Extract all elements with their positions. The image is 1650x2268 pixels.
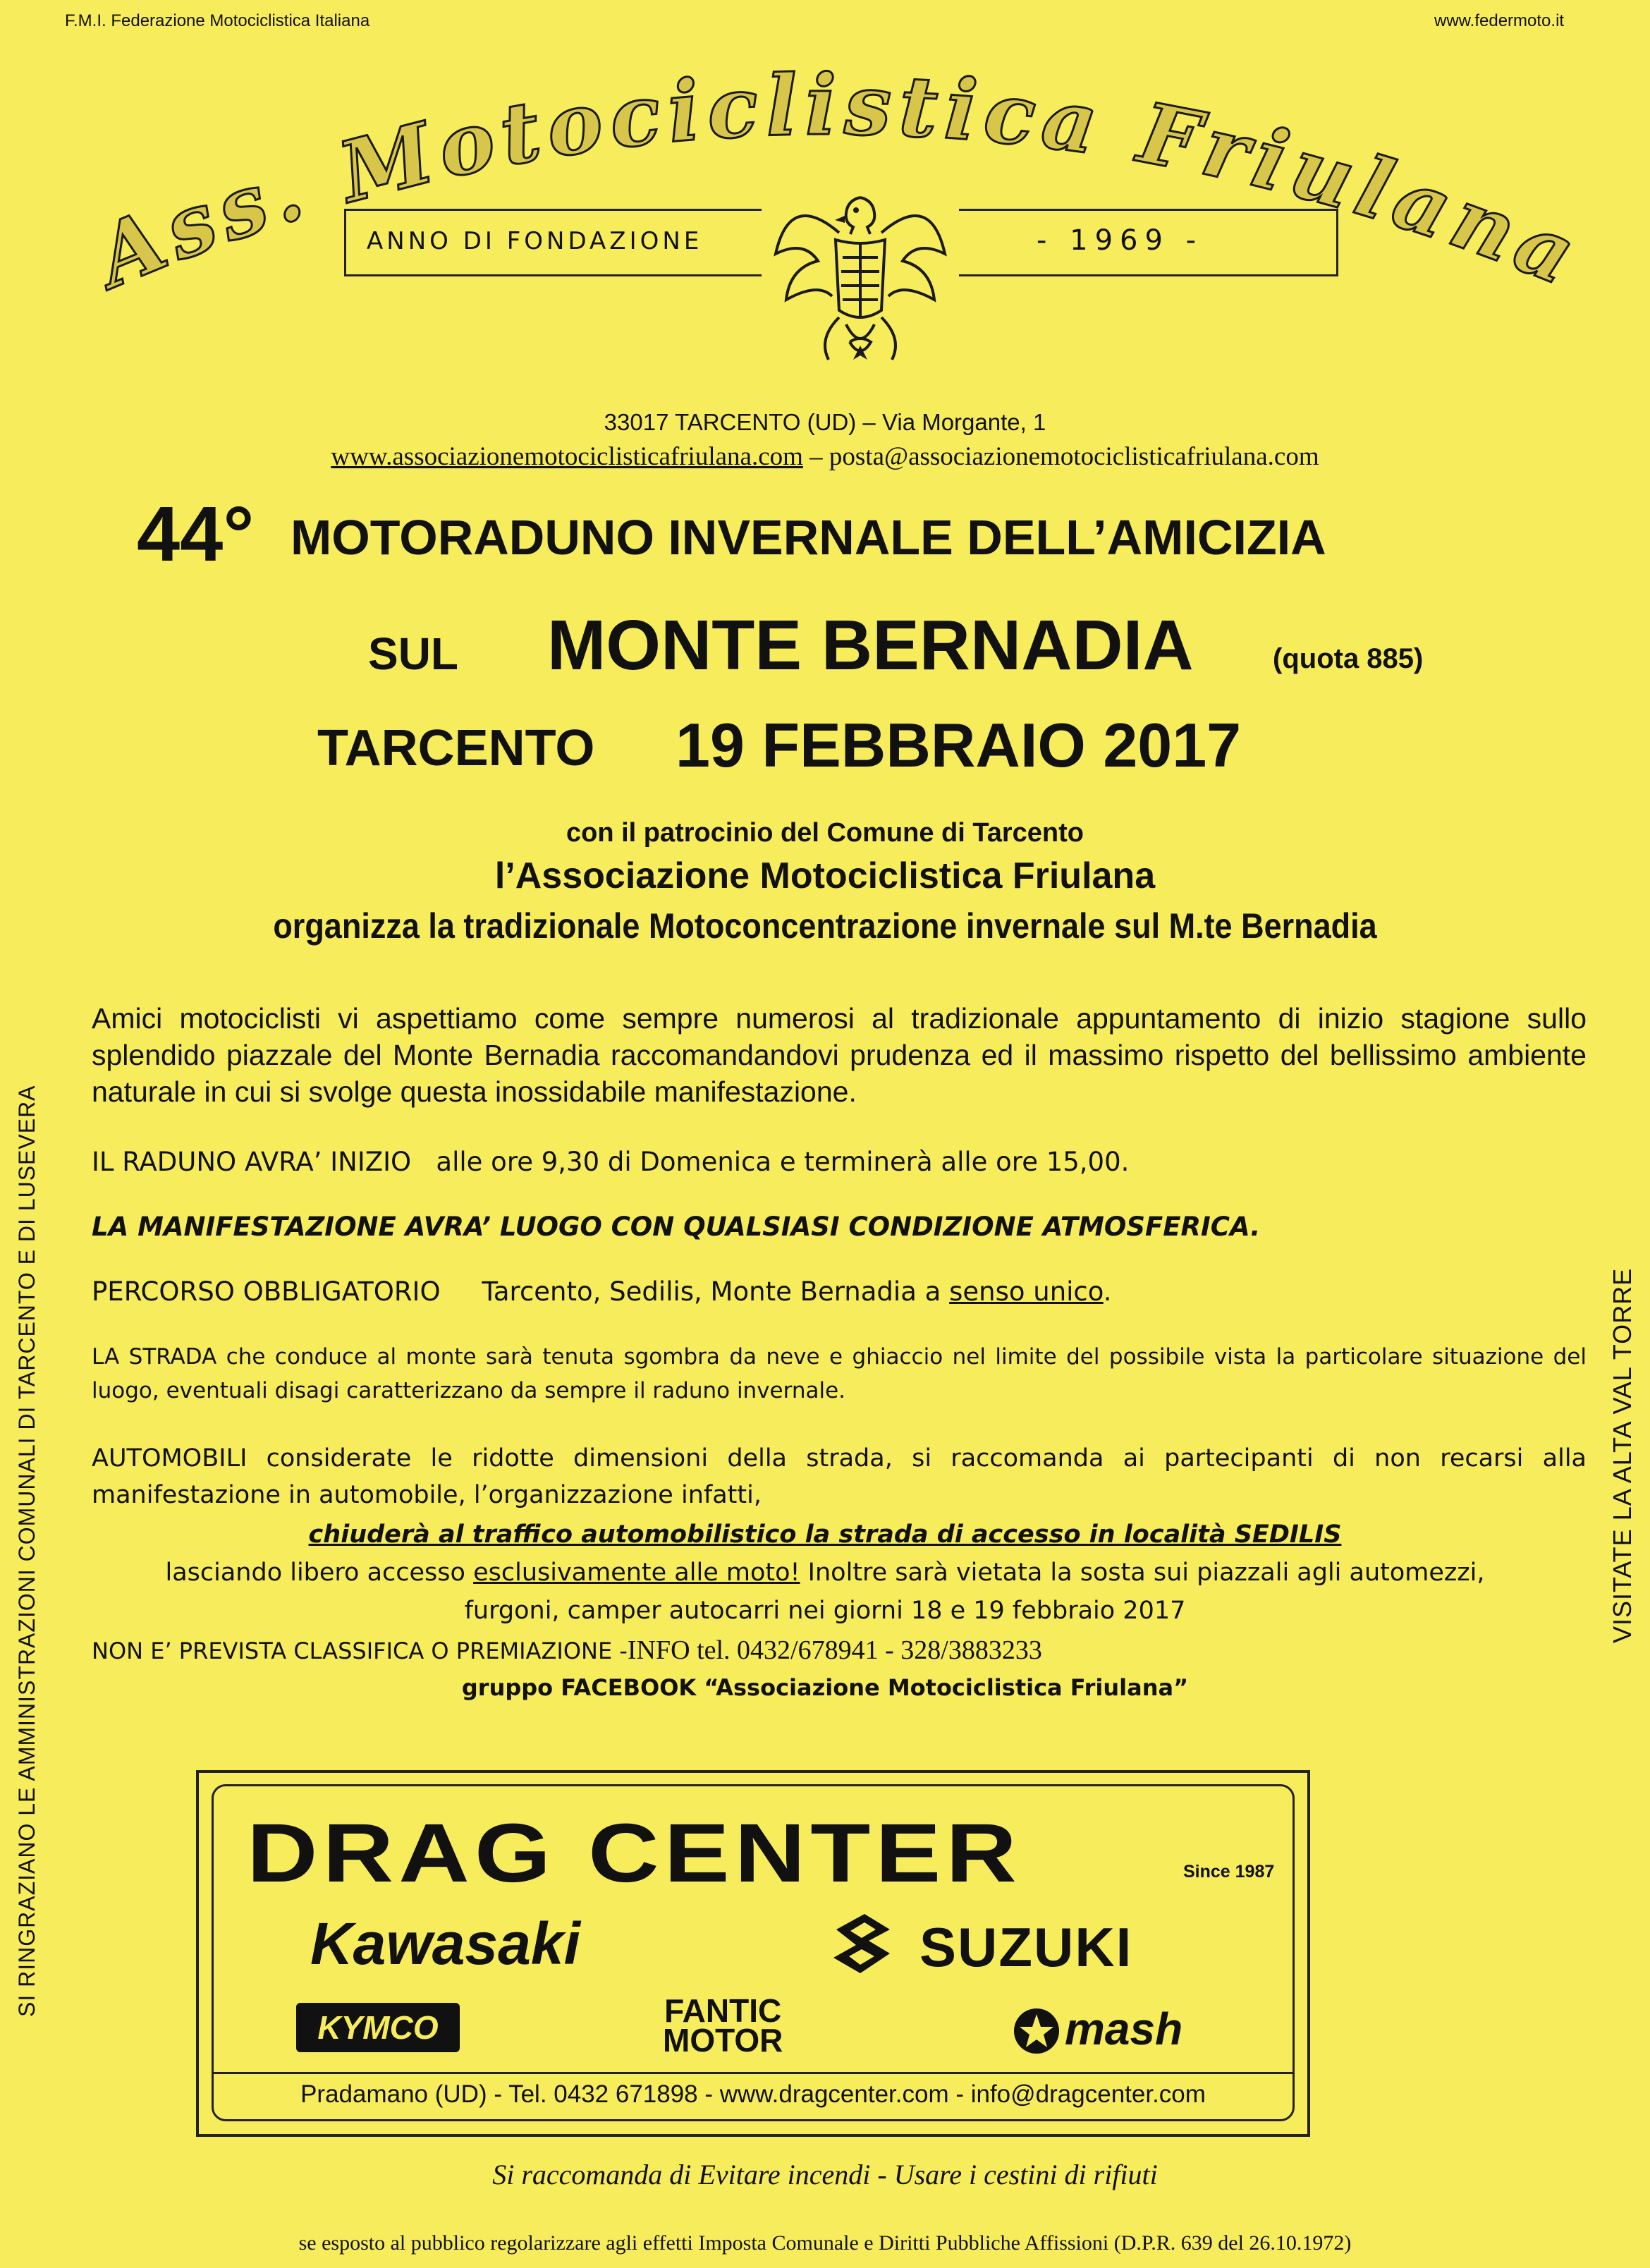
organizer-line: l’Associazione Motociclistica Friulana xyxy=(494,855,1156,896)
founded-label: ANNO DI FONDAZIONE xyxy=(367,227,703,255)
arc-title-text: Ass. Motociclistica Friulana xyxy=(82,55,1595,307)
no-prize-text: NON E’ PREVISTA CLASSIFICA O PREMIAZIONE - xyxy=(92,1638,628,1664)
access-line xyxy=(0,1559,1650,1587)
left-side-thanks: SI RINGRAZIANO LE AMMINISTRAZIONI COMUNALI DI TARCENTO E DI LUSEVERA xyxy=(14,1085,39,2017)
no-prize-line xyxy=(92,1635,1042,1666)
event-town: TARCENTO xyxy=(317,720,595,776)
start-line xyxy=(92,1144,1587,1181)
association-website-link[interactable]: www.associazionemotociclisticafriulana.com xyxy=(331,442,803,471)
kymco-badge xyxy=(296,2003,460,2052)
route-end: . xyxy=(1103,1276,1112,1307)
founded-year: - 1969 - xyxy=(1037,224,1204,257)
contact-separator: – xyxy=(802,442,829,471)
route-oneway: senso unico xyxy=(949,1276,1104,1307)
motor-text: MOTOR xyxy=(663,2022,783,2059)
event-altitude: (quota 885) xyxy=(1273,643,1424,674)
event-on: SUL xyxy=(368,628,458,679)
route-line xyxy=(92,1274,1587,1310)
weather-notice: LA MANIFESTAZIONE AVRA’ LUOGO CON QUALSIASI CONDIZIONE ATMOSFERICA. xyxy=(92,1212,1261,1242)
info-phone: INFO tel. 0432/678941 - 328/3883233 xyxy=(627,1635,1042,1665)
kawasaki-logo: Kawasaki xyxy=(310,1910,580,1977)
start-label: IL RADUNO AVRA’ INIZIO xyxy=(92,1147,412,1177)
route-label: PERCORSO OBBLIGATORIO xyxy=(92,1276,441,1307)
closure-line xyxy=(0,1520,1650,1549)
ad-divider xyxy=(212,2072,1295,2074)
event-name: MOTORADUNO INVERNALE DELL’AMICIZIA xyxy=(291,510,1326,565)
drag-center-logo: DRAG CENTER xyxy=(247,1807,1022,1900)
fmi-header: F.M.I. Federazione Motociclistica Italiana xyxy=(65,11,370,30)
association-email[interactable]: posta@associazionemotociclisticafriulana.com xyxy=(829,442,1319,471)
tax-notice: se esposto al pubblico regolarizzare agli effetti Imposta Comunale e Diritti Pubbliche Affissioni (D.P.R. 639 del 26.10.1972) xyxy=(298,2231,1352,2255)
access-post: Inoltre sarà vietata la sosta sui piazzali agli automezzi, xyxy=(800,1559,1485,1587)
federmoto-website: www.federmoto.it xyxy=(1434,11,1565,30)
event-edition: 44° xyxy=(137,491,255,578)
access-moto: esclusivamente alle moto! xyxy=(473,1559,800,1587)
suzuki-s-icon xyxy=(829,1913,896,1975)
contact-line xyxy=(0,441,1650,472)
fantic-text: FANTIC xyxy=(664,1992,782,2029)
facebook-line: gruppo FACEBOOK “Associazione Motociclistica Friulana” xyxy=(461,1674,1189,1701)
kymco-logo: KYMCO xyxy=(317,2009,439,2046)
intro-paragraph: Amici motociclisti vi aspettiamo come sempre numerosi al tradizionale appuntamento di inizio stagione sullo splendido piazzale del Monte Bernadia raccomandandovi prudenza ed il massimo rispetto del bellissimo ambiente naturale in cui si svolge questa inossidabile manifestazione. xyxy=(92,1002,1587,1108)
postal-address: 33017 TARCENTO (UD) – Via Morgante, 1 xyxy=(604,409,1046,435)
ad-contact: Pradamano (UD) - Tel. 0432 671898 - www.dragcenter.com - info@dragcenter.com xyxy=(300,2080,1206,2108)
road-paragraph: LA STRADA che conduce al monte sarà tenuta sgombra da neve e ghiaccio nel limite del possibile vista la particolare situazione del luogo, eventuali disagi caratterizzano da sempre il raduno invernale. xyxy=(92,1344,1587,1403)
suzuki-logo: SUZUKI xyxy=(919,1916,1133,1978)
mash-logo: mash xyxy=(1065,2004,1183,2054)
event-place: MONTE BERNADIA xyxy=(547,606,1194,685)
since-label: Since 1987 xyxy=(1183,1862,1275,1882)
route-text: Tarcento, Sedilis, Monte Bernadia a xyxy=(482,1276,950,1307)
cars-paragraph: AUTOMOBILI considerate le ridotte dimensioni della strada, si raccomanda ai partecipanti di non recarsi alla manifestazione in automobile, l’organizzazione infatti, xyxy=(92,1444,1587,1509)
vans-line: furgoni, camper autocarri nei giorni 18 e 19 febbraio 2017 xyxy=(464,1597,1186,1625)
patronage-line: con il patrocinio del Comune di Tarcento xyxy=(566,818,1084,848)
organizes-line: organizza la tradizionale Motoconcentrazione invernale sul M.te Bernadia xyxy=(273,906,1377,946)
mash-star-icon xyxy=(1013,2007,1061,2055)
fire-notice: Si raccomanda di Evitare incendi - Usare i cestini di rifiuti xyxy=(492,2159,1158,2190)
fantic-motor-logo xyxy=(663,1992,783,2059)
eagle-icon xyxy=(762,176,959,374)
closure-text: chiuderà al traffico automobilistico la strada di accesso in località SEDILIS xyxy=(308,1520,1342,1549)
start-text: alle ore 9,30 di Domenica e terminerà alle ore 15,00. xyxy=(436,1147,1130,1177)
access-pre: lasciando libero accesso xyxy=(165,1559,474,1587)
right-side-visit: VISITATE LA ALTA VAL TORRE xyxy=(1608,1267,1637,1643)
event-date: 19 FEBBRAIO 2017 xyxy=(676,710,1242,780)
